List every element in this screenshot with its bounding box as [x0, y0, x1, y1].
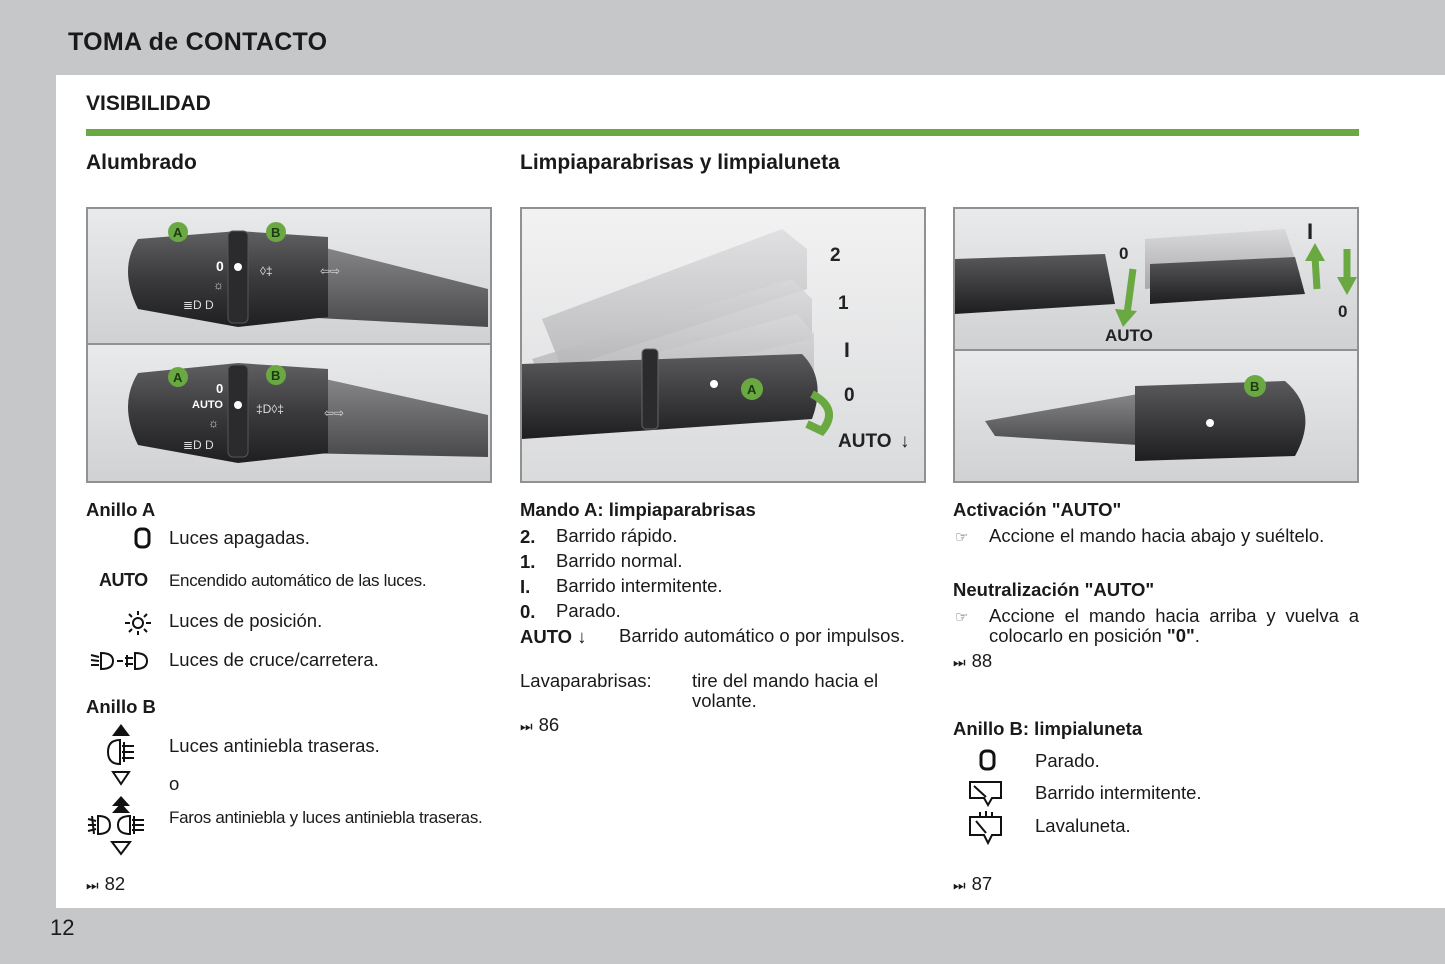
auto-key-label: AUTO [520, 626, 573, 647]
ring-b-or-text: o [169, 773, 180, 794]
svg-text:⇦⇨: ⇦⇨ [324, 406, 345, 420]
auto-neutralization-title: Neutralización "AUTO" [953, 579, 1155, 600]
auto-glyph-icon: AUTO [99, 570, 148, 590]
ring-a-position-text: Luces de posición. [169, 610, 323, 631]
auto-page-ref [953, 650, 992, 672]
rear-wiper-page-ref [953, 873, 992, 895]
control-a-key-auto [520, 626, 586, 648]
svg-text:↓: ↓ [900, 431, 910, 452]
svg-text:0: 0 [216, 381, 224, 396]
auto-rear-wiper-figure [953, 207, 1359, 483]
washer-text: tire del mando hacia el volante. [692, 670, 879, 711]
page-number: 12 [50, 915, 75, 940]
wiper-fig-auto: AUTO [838, 431, 892, 452]
svg-text:☼: ☼ [213, 278, 224, 292]
washer-label: Lavaparabrisas: [520, 670, 652, 691]
control-a-text-2: Barrido rápido. [556, 525, 678, 546]
rear-fog-icon [104, 722, 138, 793]
svg-text:0: 0 [1338, 302, 1348, 321]
ring-b-front-rear-fog-text: Faros antiniebla y luces antiniebla traseras. [169, 808, 483, 827]
auto-activation-illustration [955, 209, 1357, 349]
rear-washer-icon [968, 811, 1004, 850]
control-a-title: Mando A: limpiaparabrisas [520, 499, 756, 520]
wiper-stalk-positions-illustration [522, 209, 924, 481]
lighting-stalk-top-illustration [88, 209, 490, 343]
control-a-key-2: 2. [520, 526, 536, 547]
content-sheet [56, 75, 1445, 908]
rear-wiper-icon [968, 779, 1004, 812]
svg-text:I: I [1307, 219, 1314, 244]
fig-label-auto: AUTO [192, 399, 223, 411]
rear-wiper-panel [955, 349, 1357, 483]
control-a-text-auto: Barrido automático o por impulsos. [619, 625, 905, 646]
page-ref-icon: ⏭ [953, 654, 966, 670]
control-a-page-ref [520, 714, 559, 736]
rear-wiper-ref-number: 87 [971, 873, 993, 894]
auto-panel-top [955, 209, 1357, 349]
ring-b-title: Anillo B [86, 696, 156, 717]
auto-activation-text: Accione el mando hacia abajo y suéltelo. [989, 525, 1325, 546]
wiper-fig-pos-2: 2 [830, 245, 841, 266]
auto-fig-label: AUTO [1105, 326, 1153, 345]
lighting-stalk-figure [86, 207, 492, 483]
lighting-stalk-auto-illustration [88, 345, 490, 483]
control-a-key-0: 0. [520, 601, 536, 622]
wiper-stalk-figure [520, 207, 926, 483]
auto-neutralization-text: Accione el mando hacia arriba y vuelva a colocarlo en posición "0". [989, 605, 1359, 646]
section-title: VISIBILIDAD [86, 92, 211, 115]
auto-ref-number: 88 [971, 650, 993, 671]
control-a-text-0: Parado. [556, 600, 621, 621]
control-a-key-i: I. [520, 576, 531, 597]
fig-label-ring-a: A [173, 225, 183, 240]
ring-b-rear-fog-text: Luces antiniebla traseras. [169, 735, 380, 756]
lighting-ref-number: 82 [104, 873, 126, 894]
ring-a-auto-text: Encendido automático de las luces. [169, 571, 427, 590]
control-a-text-i: Barrido intermitente. [556, 575, 723, 596]
wiper-fig-pos-0: 0 [844, 385, 855, 406]
neutralization-emphasis: "0" [1166, 625, 1195, 646]
page-ref-icon: ⏭ [86, 877, 99, 893]
rear-wiper-off-text: Parado. [1035, 750, 1100, 771]
rear-wiper-stalk-illustration [955, 351, 1357, 483]
lighting-page-ref [86, 873, 125, 895]
wipers-heading: Limpiaparabrisas y limpialuneta [520, 151, 840, 174]
rear-wiper-title: Anillo B: limpialuneta [953, 718, 1143, 739]
ring-a-title: Anillo A [86, 499, 156, 520]
control-a-key-1: 1. [520, 551, 536, 572]
wiper-fig-pos-1: 1 [838, 293, 849, 314]
auto-activation-title: Activación "AUTO" [953, 499, 1122, 520]
down-arrow-icon: ↓ [577, 626, 587, 647]
rear-fig-label-b: B [1250, 379, 1260, 394]
stalk-panel-top [88, 209, 490, 343]
page-ref-icon: ⏭ [520, 718, 533, 734]
wiper-stalk-panel [522, 209, 924, 481]
pointing-hand-icon: ☞ [955, 529, 969, 546]
svg-text:⇦⇨: ⇦⇨ [320, 264, 341, 278]
page-header-title: TOMA de CONTACTO [68, 28, 328, 56]
svg-text:A: A [173, 370, 183, 385]
ring-a-off-text: Luces apagadas. [169, 527, 310, 548]
svg-text:0: 0 [1119, 244, 1129, 263]
stalk-panel-bottom [88, 343, 490, 483]
rear-washer-text: Lavaluneta. [1035, 815, 1131, 836]
neutralization-body: Accione el mando hacia arriba y vuelva a colocarlo en posición [989, 605, 1359, 646]
wiper-fig-label-a: A [747, 382, 757, 397]
svg-text:B: B [271, 368, 281, 383]
front-rear-fog-icon [86, 794, 156, 863]
svg-text:‡D◊‡: ‡D◊‡ [256, 402, 284, 416]
dipped-main-beam-icon [89, 650, 153, 677]
rear-wiper-intermittent-text: Barrido intermitente. [1035, 782, 1202, 803]
sidelight-icon [122, 609, 154, 642]
svg-text:≣D D: ≣D D [183, 298, 214, 312]
zero-glyph-icon [133, 527, 153, 554]
fig-label-ring-b: B [271, 225, 281, 240]
lighting-heading: Alumbrado [86, 151, 197, 174]
control-a-text-1: Barrido normal. [556, 550, 683, 571]
control-a-ref-number: 86 [538, 714, 560, 735]
fig-label-zero: 0 [216, 258, 224, 274]
wiper-fig-pos-i: I [844, 339, 850, 362]
section-rule [86, 129, 1359, 136]
svg-text:☼: ☼ [208, 416, 219, 430]
zero-glyph-icon [978, 749, 998, 776]
svg-text:◊‡: ◊‡ [260, 264, 273, 278]
page-ref-icon: ⏭ [953, 877, 966, 893]
pointing-hand-icon: ☞ [955, 609, 969, 626]
svg-text:≣D D: ≣D D [183, 438, 214, 452]
ring-a-beam-text: Luces de cruce/carretera. [169, 649, 379, 670]
